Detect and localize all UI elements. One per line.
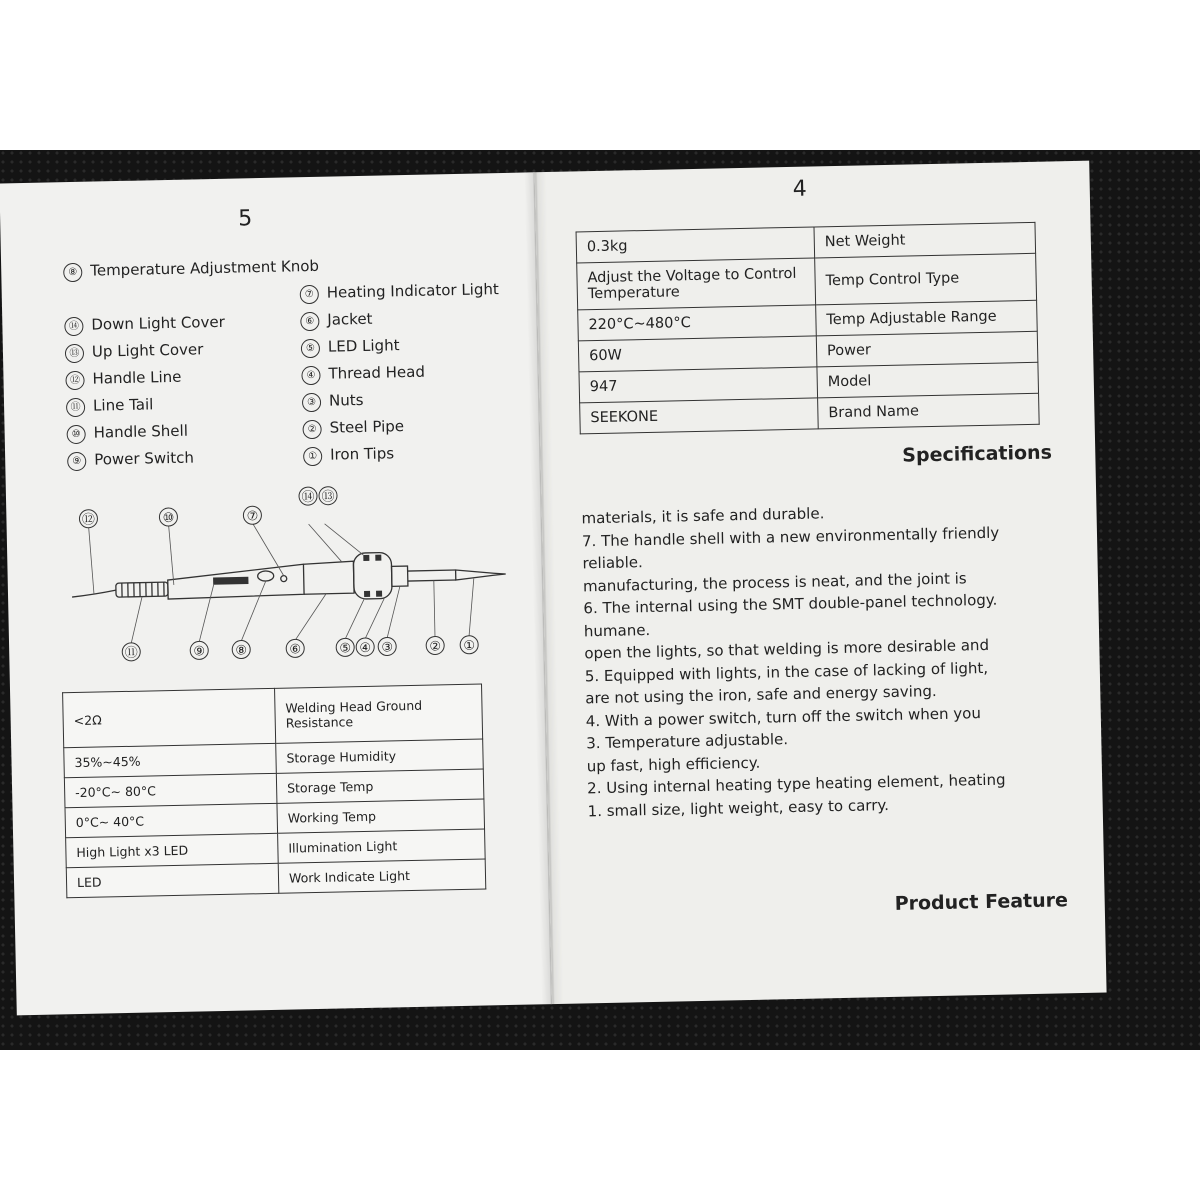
table-cell-value: SEEKONE: [580, 398, 819, 434]
iron-tip: [456, 569, 506, 580]
legend-label: Heating Indicator Light: [326, 280, 499, 302]
callout-number: ②: [302, 420, 321, 439]
feature-line: reliable.: [582, 553, 643, 573]
manual-booklet: [0, 161, 1107, 1016]
specifications-heading: Specifications: [902, 441, 1053, 467]
feature-line: up fast, high efficiency.: [586, 753, 761, 775]
callout-top: ⑫: [81, 512, 96, 528]
callout-bottom: ②: [429, 639, 442, 655]
callout-bottom: ⑨: [193, 644, 206, 660]
table-cell-key: Model: [817, 362, 1039, 398]
callout-bottom: ⑥: [289, 642, 302, 658]
led-light-bumps: [363, 555, 382, 597]
table-cell-value: LED: [66, 863, 279, 897]
feature-line: 1. small size, light weight, easy to carry.: [587, 795, 890, 820]
legend-item: [65, 340, 204, 363]
table-cell-value: <2Ω: [63, 688, 276, 747]
callout-bottom: ③: [381, 640, 394, 656]
legend-item: [63, 257, 319, 282]
callout-number: ⑪: [66, 398, 85, 417]
jacket: [303, 561, 354, 594]
feature-line: open the lights, so that welding is more desirable and: [584, 635, 990, 663]
feature-line: are not using the iron, safe and energy saving.: [585, 681, 937, 708]
callout-bottom: ⑪: [124, 645, 138, 661]
legend-item: [300, 280, 499, 304]
product-features-text: [581, 498, 1057, 823]
legend-item: [64, 313, 225, 336]
callout-top: ⑭: [301, 489, 315, 506]
legend-label: Jacket: [327, 309, 373, 329]
led-light-ring: [353, 552, 392, 599]
table-cell-value: -20°C~ 80°C: [64, 773, 277, 807]
legend-label: Power Switch: [94, 448, 195, 469]
table-cell-key: Working Temp: [277, 799, 485, 833]
manual-page-5: [0, 172, 552, 1015]
table-cell-key: Storage Humidity: [276, 739, 484, 773]
temperature-knob: [258, 571, 274, 581]
legend-label: Temperature Adjustment Knob: [90, 256, 320, 280]
callout-top: ⑬: [321, 489, 335, 505]
feature-line: 6. The internal using the SMT double-panel technology.: [583, 590, 998, 618]
legend-item: [302, 417, 404, 439]
callout-number: ⑧: [63, 263, 82, 282]
callout-bottom: ⑧: [235, 643, 248, 659]
callout-number: ⑨: [67, 452, 86, 471]
callout-top: ⑦: [246, 509, 259, 525]
environment-spec-table: [62, 684, 486, 899]
feature-line: humane.: [583, 620, 651, 640]
table-cell-value: 0.3kg: [576, 227, 815, 263]
table-cell-key: Work Indicate Light: [278, 859, 486, 893]
legend-label: Handle Shell: [93, 421, 189, 442]
power-switch: [214, 577, 248, 584]
soldering-iron-diagram: [62, 478, 516, 682]
callout-bottom: ④: [359, 640, 372, 657]
legend-item: [301, 336, 400, 358]
legend-label: Handle Line: [92, 367, 182, 388]
table-cell-key: Power: [816, 331, 1038, 367]
callout-number: ⑬: [65, 344, 84, 363]
legend-item: [66, 422, 188, 445]
feature-line: 7. The handle shell with a new environmentally friendly: [581, 523, 1000, 550]
legend-item: [66, 395, 154, 417]
feature-line: 5. Equipped with lights, in the case of lacking of light,: [584, 658, 989, 685]
callout-number: ①: [303, 447, 322, 466]
callout-top: ⑩: [162, 510, 175, 527]
table-cell-value: 947: [579, 367, 818, 403]
callout-number: ⑤: [301, 339, 320, 358]
legend-label: Steel Pipe: [329, 417, 405, 437]
feature-line: 2. Using internal heating type heating element, heating: [587, 770, 1006, 798]
table-cell-key: Temp Control Type: [815, 253, 1037, 305]
legend-label: Nuts: [328, 390, 364, 410]
heating-indicator: [281, 576, 287, 582]
legend-item: [65, 368, 181, 390]
table-cell-key: Welding Head Ground Resistance: [275, 684, 483, 743]
table-cell-value: 35%~45%: [64, 743, 277, 777]
table-row: [63, 684, 483, 748]
page-number: 5: [237, 206, 253, 232]
callout-number: ⑥: [300, 312, 319, 331]
line-tail-rings: [122, 582, 164, 597]
feature-line: manufacturing, the process is neat, and the joint is: [582, 568, 967, 595]
legend-label: LED Light: [327, 336, 400, 356]
table-cell-value: 0°C~ 40°C: [65, 803, 278, 837]
legend-item: [303, 444, 394, 466]
table-cell-key: Storage Temp: [276, 769, 484, 803]
line-tail: [116, 582, 168, 597]
feature-line: materials, it is safe and durable.: [581, 504, 825, 528]
callout-number: ③: [302, 393, 321, 412]
callout-bottom: ①: [463, 638, 476, 654]
table-cell-value: 60W: [578, 336, 817, 372]
table-cell-value: High Light x3 LED: [66, 833, 279, 867]
legend-item: [302, 391, 364, 412]
parts-legend: [63, 253, 499, 478]
feature-line: 4. With a power switch, turn off the switch when you: [585, 703, 982, 730]
legend-label: Thread Head: [328, 362, 426, 383]
manual-page-4: [534, 161, 1106, 1004]
legend-item: [301, 363, 425, 386]
legend-label: Iron Tips: [329, 444, 395, 464]
callout-number: ④: [301, 366, 320, 385]
legend-label: Line Tail: [92, 395, 154, 415]
table-cell-value: 220°C~480°C: [578, 305, 817, 341]
table-cell-key: Temp Adjustable Range: [816, 300, 1038, 336]
table-cell-key: Illumination Light: [278, 829, 486, 863]
product-info-table: [576, 222, 1040, 435]
legend-label: Up Light Cover: [91, 340, 204, 361]
callout-number: ⑫: [65, 371, 84, 390]
legend-item: [67, 448, 194, 471]
legend-item: [300, 310, 373, 332]
callout-bottom: ⑤: [339, 641, 352, 657]
product-feature-heading: Product Feature: [894, 889, 1069, 915]
table-cell-value: Adjust the Voltage to Control Temperature: [577, 258, 816, 310]
callout-number: ⑩: [66, 425, 85, 444]
table-cell-key: Brand Name: [818, 393, 1040, 429]
callout-number: ⑦: [300, 285, 319, 304]
legend-label: Down Light Cover: [91, 312, 225, 334]
page-number: 4: [792, 176, 807, 202]
callout-number: ⑭: [64, 317, 83, 336]
feature-line: 3. Temperature adjustable.: [586, 730, 789, 753]
thread-head: [392, 566, 408, 586]
table-cell-key: Net Weight: [814, 222, 1036, 258]
